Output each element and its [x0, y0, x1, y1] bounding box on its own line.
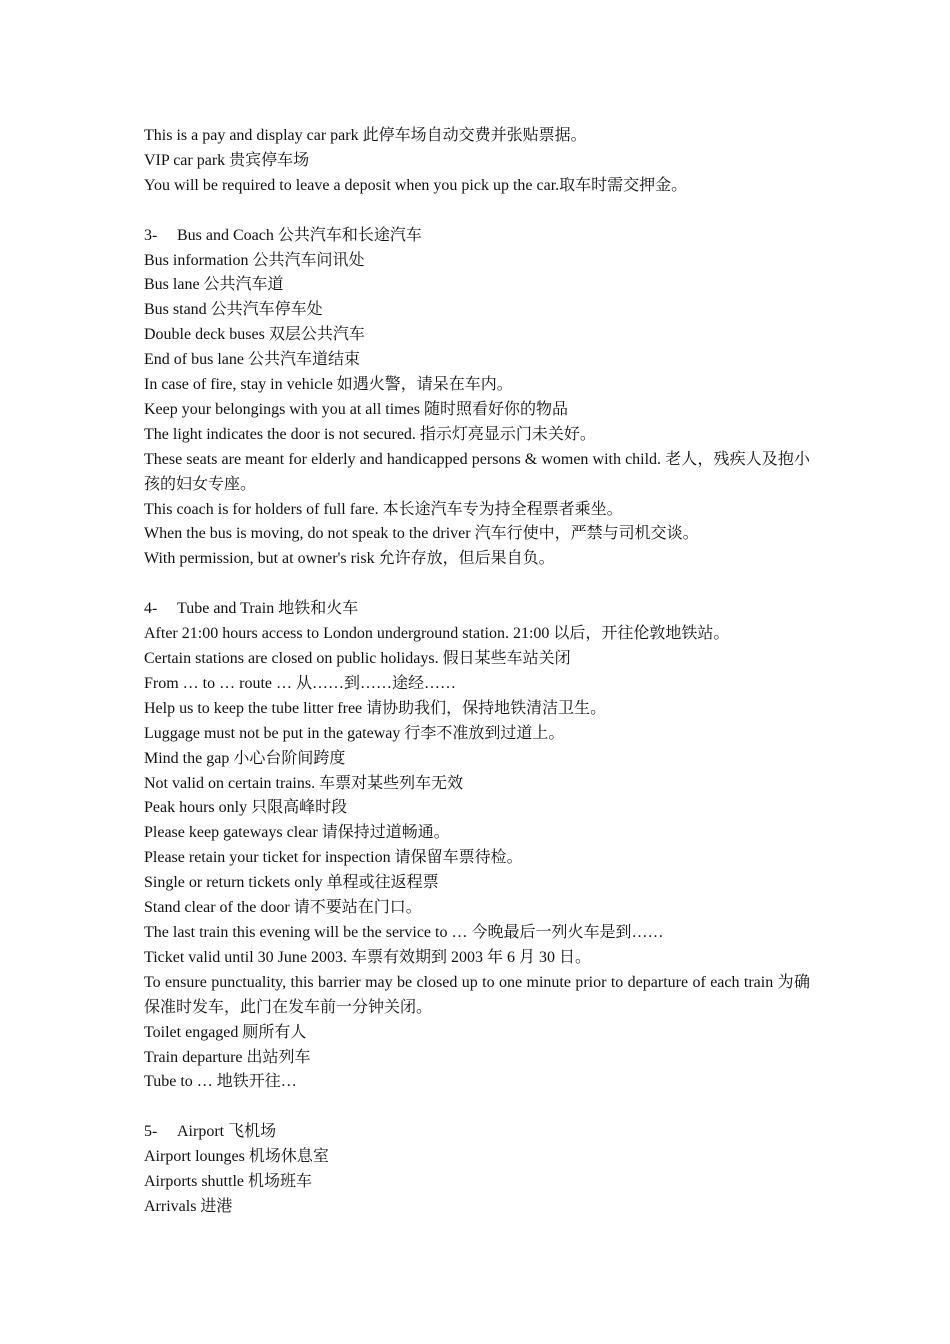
document-page — [144, 124, 810, 1220]
text-line: VIP car park 贵宾停车场 — [144, 151, 310, 169]
text-line: Help us to keep the tube litter free 请协助我们，保持地铁清洁卫生。 — [144, 699, 607, 717]
text-line: End of bus lane 公共汽车道结束 — [144, 351, 360, 369]
text-line: The last train this evening will be the service to … 今晚最后一列火车是到…… — [144, 923, 664, 941]
text-line: When the bus is moving, do not speak to the driver 汽车行使中，严禁与司机交谈。 — [144, 525, 699, 543]
text-line: In case of fire, stay in vehicle 如遇火警，请呆在车内。 — [144, 376, 513, 394]
text-line: Mind the gap 小心台阶间跨度 — [144, 749, 346, 767]
text-line: Single or return tickets only 单程或往返程票 — [144, 874, 439, 892]
text-line: Train departure 出站列车 — [144, 1048, 311, 1066]
section-title: Tube and Train 地铁和火车 — [177, 600, 359, 618]
section-heading — [144, 1120, 810, 1145]
text-line: Toilet engaged 厕所有人 — [144, 1023, 307, 1041]
text-line: Tube to … 地铁开往… — [144, 1073, 297, 1091]
section-heading — [144, 597, 810, 622]
text-line: Arrivals 进港 — [144, 1197, 233, 1215]
section-number: 4- — [144, 600, 158, 618]
blank-line — [144, 199, 810, 224]
text-line: Bus stand 公共汽车停车处 — [144, 301, 323, 319]
text-line: Please retain your ticket for inspection 请保留车票待检。 — [144, 849, 523, 867]
section-tube-and-train — [144, 597, 810, 1095]
text-line: Peak hours only 只限高峰时段 — [144, 799, 348, 817]
text-line: With permission, but at owner's risk 允许存放，但后果自负。 — [144, 550, 555, 568]
text-line: The light indicates the door is not secured. 指示灯亮显示门未关好。 — [144, 425, 596, 443]
section-airport — [144, 1120, 810, 1220]
text-line: Stand clear of the door 请不要站在门口。 — [144, 899, 422, 917]
text-line: These seats are meant for elderly and handicapped persons & women with child. 老人，残疾人及抱小孩的妇女专座。 — [144, 450, 810, 493]
text-line: You will be required to leave a deposit when you pick up the car.取车时需交押金。 — [144, 176, 688, 194]
intro-block — [144, 124, 810, 199]
section-number: 5- — [144, 1123, 158, 1141]
text-line: Luggage must not be put in the gateway 行李不准放到过道上。 — [144, 724, 565, 742]
section-title: Airport 飞机场 — [177, 1123, 277, 1141]
text-line: Airport lounges 机场休息室 — [144, 1148, 329, 1166]
text-line: Certain stations are closed on public holidays. 假日某些车站关闭 — [144, 650, 571, 667]
section-number: 3- — [144, 226, 158, 244]
text-line: Ticket valid until 30 June 2003. 车票有效期到 2003 年 6 月 30 日。 — [144, 948, 591, 966]
section-heading — [144, 224, 810, 249]
text-line: From … to … route … 从……到……途经…… — [144, 674, 456, 692]
section-bus-and-coach — [144, 224, 810, 573]
text-line: To ensure punctuality, this barrier may be closed up to one minute prior to departure of each train 为确保准时发车，此门在发车前一分钟关闭。 — [144, 973, 810, 1016]
text-line: After 21:00 hours access to London underground station. 21:00 以后，开往伦敦地铁站。 — [144, 625, 730, 643]
text-line: Please keep gateways clear 请保持过道畅通。 — [144, 824, 450, 842]
text-line: This coach is for holders of full fare. 本长途汽车专为持全程票者乘坐。 — [144, 500, 623, 518]
text-line: This is a pay and display car park 此停车场自动交费并张贴票据。 — [144, 127, 587, 144]
blank-line — [144, 572, 810, 597]
section-title: Bus and Coach 公共汽车和长途汽车 — [177, 226, 422, 244]
blank-line — [144, 1095, 810, 1120]
text-line: Not valid on certain trains. 车票对某些列车无效 — [144, 774, 464, 792]
text-line: Bus information 公共汽车问讯处 — [144, 251, 365, 269]
text-line: Double deck buses 双层公共汽车 — [144, 326, 365, 344]
text-line: Airports shuttle 机场班车 — [144, 1173, 312, 1191]
text-line: Keep your belongings with you at all times 随时照看好你的物品 — [144, 400, 568, 418]
text-line: Bus lane 公共汽车道 — [144, 276, 284, 294]
